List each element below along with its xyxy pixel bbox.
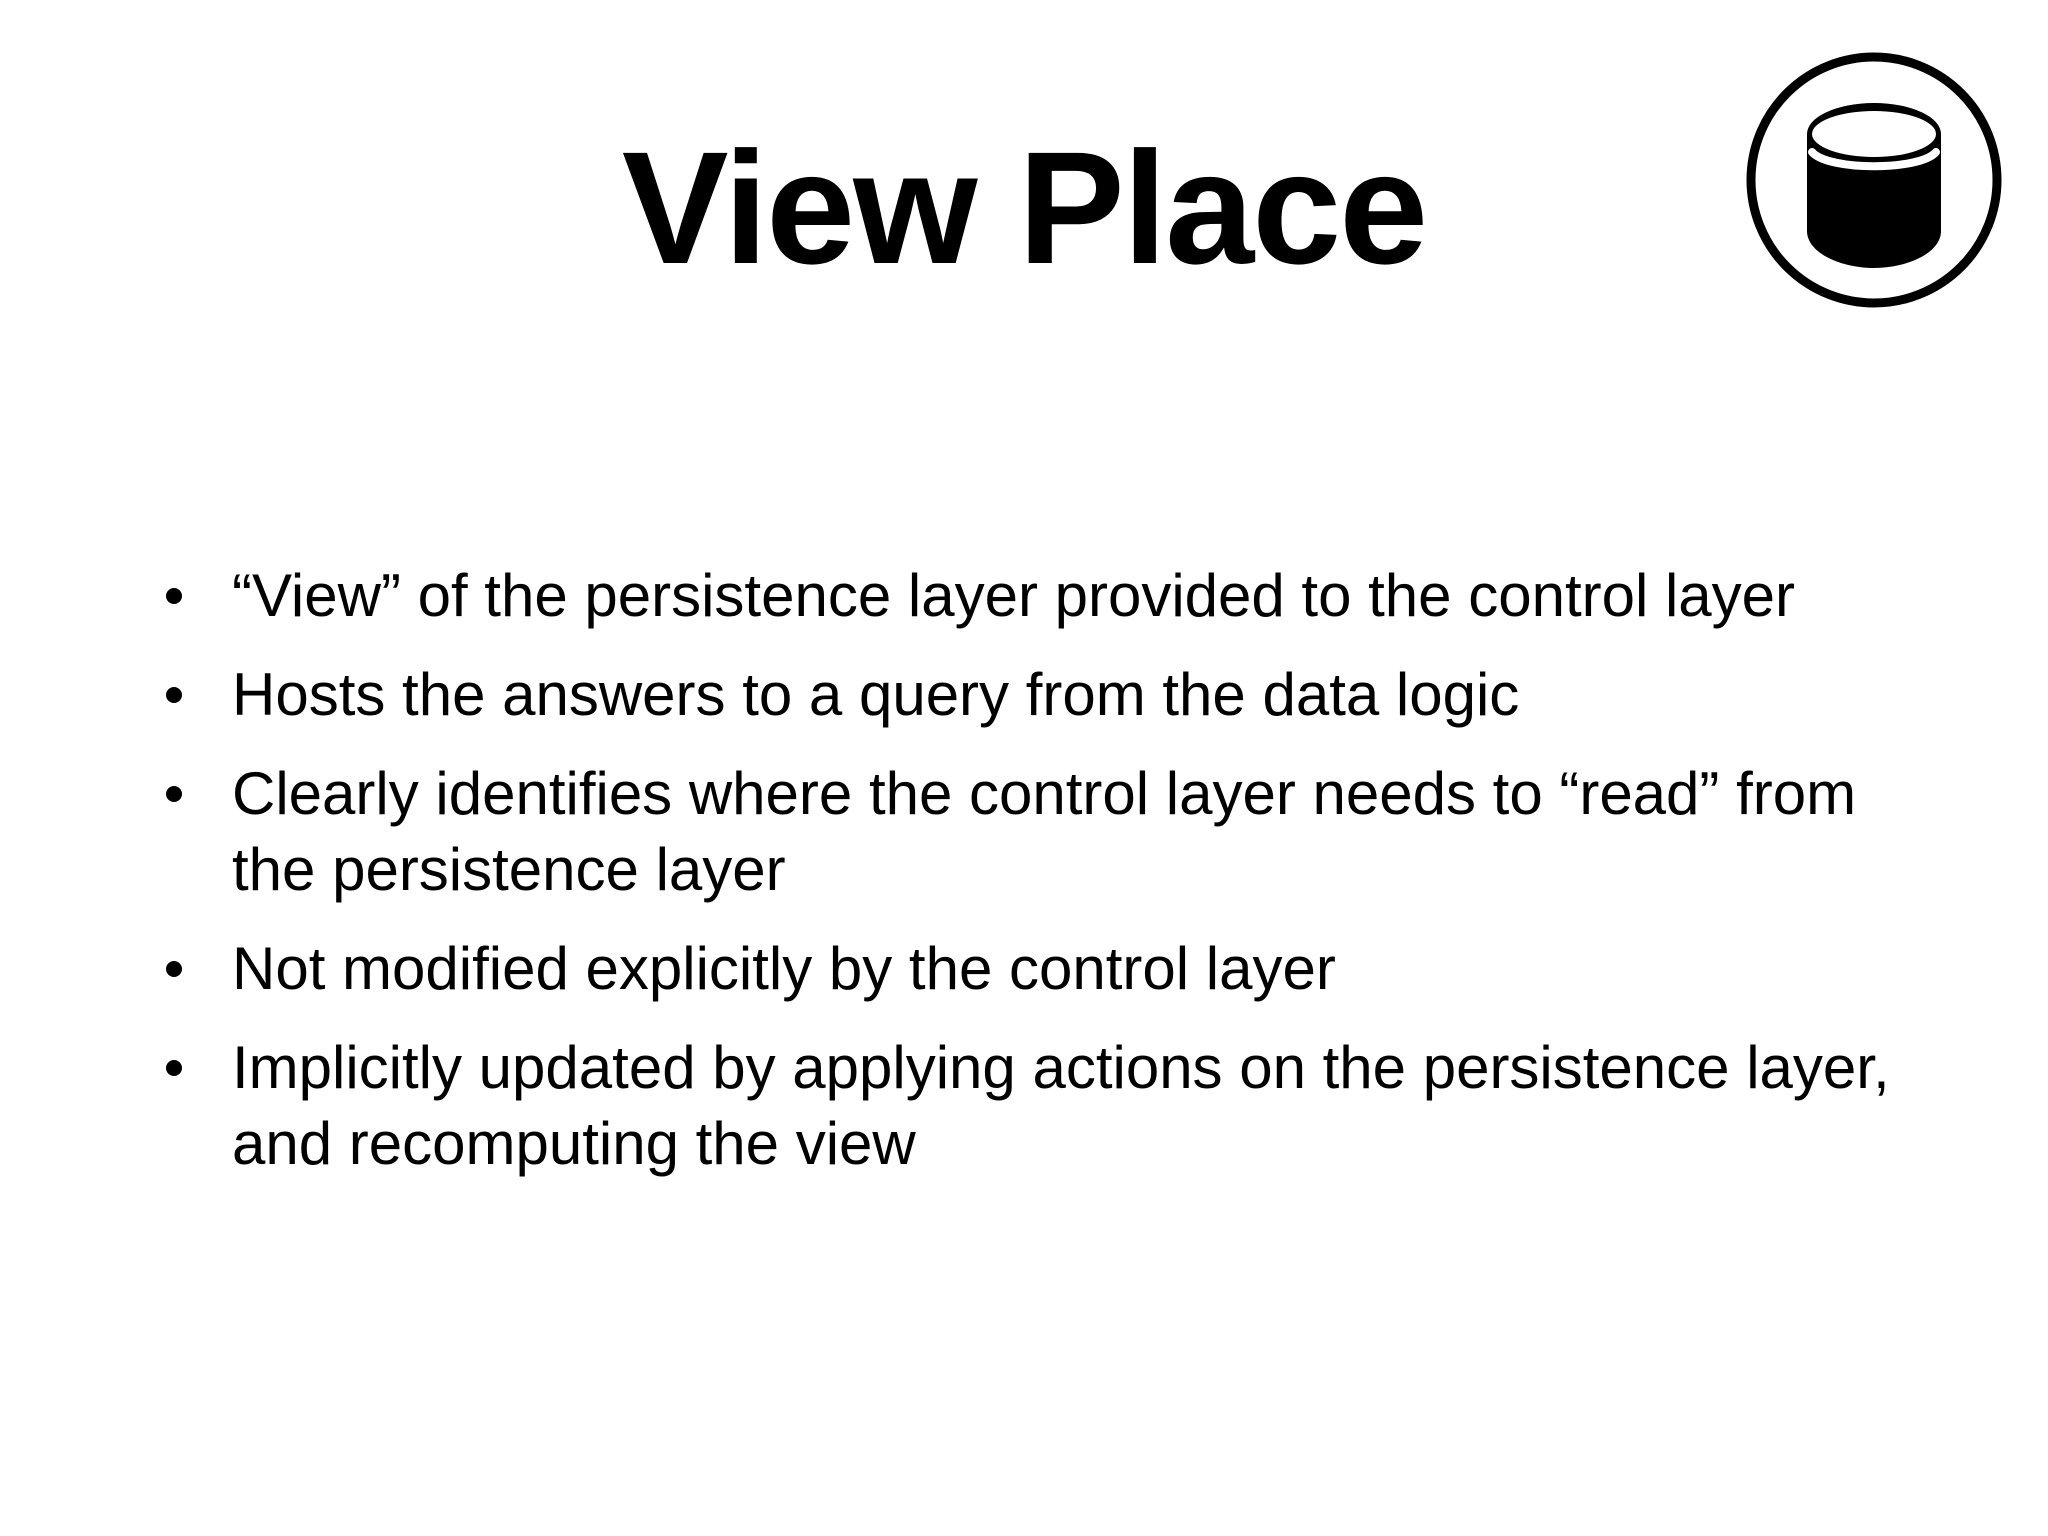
bullet-icon xyxy=(166,687,182,703)
list-item xyxy=(160,558,1920,634)
bullet-icon xyxy=(166,961,182,977)
bullet-icon xyxy=(166,1060,182,1076)
list-item xyxy=(160,756,1920,908)
database-icon xyxy=(1744,50,2004,310)
bullet-text: Hosts the answers to a query from the data logic xyxy=(232,661,1520,728)
bullet-text: “View” of the persistence layer provided to the control layer xyxy=(232,562,1796,629)
slide-title: View Place xyxy=(621,118,1427,297)
bullet-list xyxy=(160,558,1920,1205)
bullet-icon xyxy=(166,588,182,604)
bullet-text: Clearly identifies where the control layer needs to “read” from the persistence layer xyxy=(232,760,1857,903)
list-item xyxy=(160,931,1920,1007)
list-item xyxy=(160,657,1920,733)
bullet-text: Not modified explicitly by the control layer xyxy=(232,935,1336,1002)
list-item xyxy=(160,1030,1920,1182)
bullet-icon xyxy=(166,786,182,802)
bullet-text: Implicitly updated by applying actions on the persistence layer, and recomputing the view xyxy=(232,1034,1890,1177)
